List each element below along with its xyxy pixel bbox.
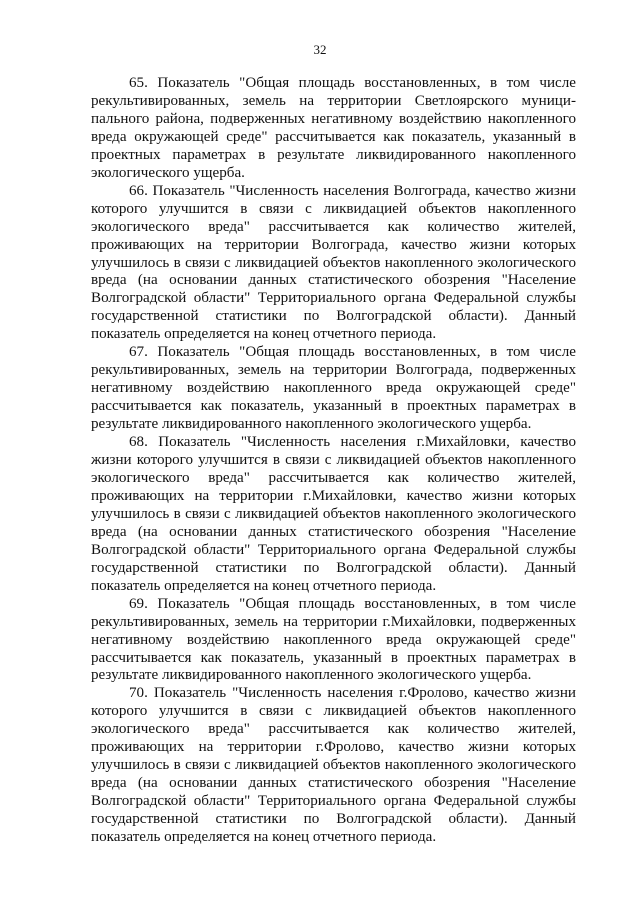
paragraph-65: 65. Показатель "Общая площадь восстановленных, в том числе рекультивированных, земель на территории Светлоярского муниципального района, подверженных негативному воздействию накопленного вреда окружающей среде" рассчитывается как показатель, указанный в проектных параметрах в результате ликвидированного накопленного экологического ущерба.	[91, 75, 576, 181]
paragraph-70: 70. Показатель "Численность населения г.Фролово, качество жизни которого улучшится в связи с ликвидацией объектов накопленного экологического вреда" рассчитывается как количество жителей, проживающих на территории г.Фролово, качество жизни которых улучшилось в связи с ликвидацией объектов накопленного экологического вреда (на основании данных статистического обозрения "Население Волгоградской области" Территориального органа Федеральной службы государственной статистики по Волгоградской области). Данный показатель определяется на конец отчетного периода.	[91, 685, 576, 846]
paragraph-67: 67. Показатель "Общая площадь восстановленных, в том числе рекультивированных, земель на территории Волгограда, подверженных негативному воздействию накопленного вреда окружающей среде" рассчитывается как показатель, указанный в проектных параметрах в результате ликвидированного накопленного экологического ущерба.	[91, 344, 576, 433]
paragraph-68: 68. Показатель "Численность населения г.Михайловки, качество жизни которого улучшится в связи с ликвидацией объектов накопленного экологического вреда" рассчитывается как количество жителей, проживающих на территории г.Михайловки, качество жизни которых улучшилось в связи с ликвидацией объектов накопленного экологического вреда (на основании данных статистического обозрения "Население Волгоградской области" Территориального органа Федеральной службы государственной статистики по Волгоградской области). Данный показатель определяется на конец отчетного периода.	[91, 434, 576, 594]
page-number: 32	[313, 42, 327, 57]
paragraph-66: 66. Показатель "Численность населения Волгограда, качество жизни которого улучшится в связи с ликвидацией объектов накопленного экологического вреда" рассчитывается как количество жителей, проживающих на территории Волгограда, качество жизни которых улучшилось в связи с ликвидацией объектов накопленного экологического вреда (на основании данных статистического обозрения "Население Волгоградской области" Территориального органа Федеральной службы государственной статистики по Волгоградской области). Данный показатель определяется на конец отчетного периода.	[91, 182, 576, 343]
document-body	[91, 75, 576, 847]
paragraph-69: 69. Показатель "Общая площадь восстановленных, в том числе рекультивированных, земель на территории г.Михайловки, подверженных негативному воздействию накопленного вреда окружающей среде" рассчитывается как показатель, указанный в проектных параметрах в результате ликвидированного накопленного экологического ущерба.	[91, 595, 576, 684]
